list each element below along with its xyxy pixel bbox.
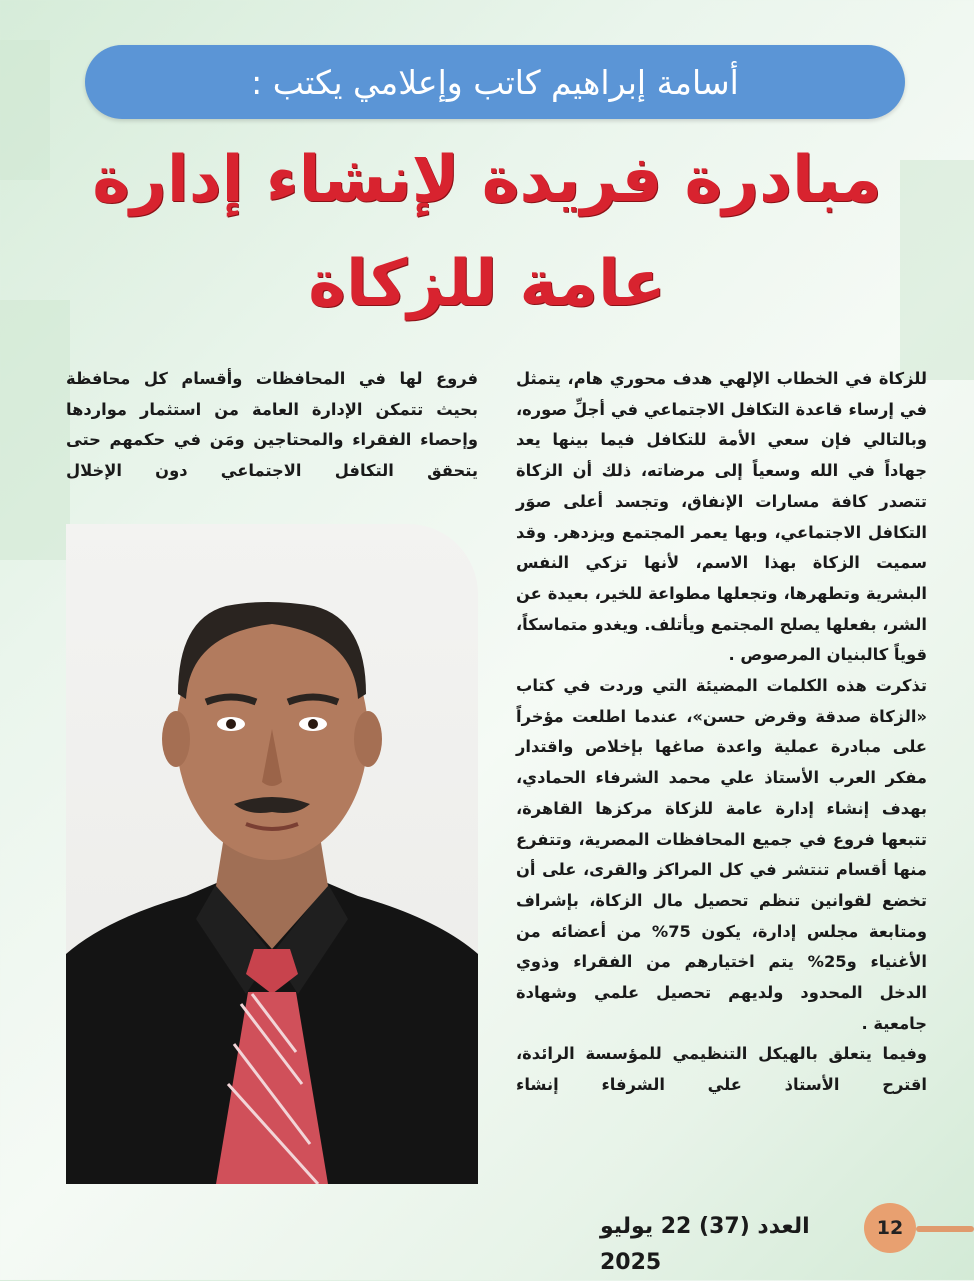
article-column-right (516, 364, 927, 1101)
footer-accent-line (916, 1226, 974, 1232)
article-paragraph: تذكرت هذه الكلمات المضيئة التي وردت في كتاب «الزكاة صدقة وقرض حسن»، عندما اطلعت مؤخراً على مبادرة عملية واعدة صاغها بإخلاص واقتدار مفكر العرب الأستاذ علي محمد الشرفاء الحمادي، بهدف إنشاء إدارة عامة للزكاة مركزها القاهرة، تتبعها فروع في جميع المحافظات المصرية، وتتفرع منها أقسام تنتشر في كل المراكز والقرى، على أن تخضع لقوانين تنظم تحصيل مال الزكاة، بإشراف ومتابعة مجلس إدارة، يكون 75% من أعضائه من الأغنياء و25% يتم اختيارهم من الفقراء وذوي الدخل المحدود ولديهم تحصيل علمي وشهادة جامعية . (516, 676, 928, 1033)
page-number-badge (864, 1203, 916, 1253)
issue-label: العدد (37) 22 يوليو 2025 (600, 1214, 810, 1275)
article-column-left (66, 364, 478, 487)
headline (40, 128, 934, 336)
headline-line-1: مبادرة فريدة لإنشاء إدارة (92, 143, 882, 217)
author-photo (66, 524, 478, 1184)
article-paragraph: وفيما يتعلق بالهيكل التنظيمي للمؤسسة الرائدة، اقترح الأستاذ علي الشرفاء إنشاء (516, 1044, 927, 1095)
page-number: 12 (876, 1217, 904, 1239)
article-paragraph: فروع لها في المحافظات وأقسام كل محافظة بحيث تتمكن الإدارة العامة من استثمار مواردها وإحصاء الفقراء والمحتاجين ومَن في حكمهم حتى يتحقق التكافل الاجتماعي دون الإخلال (66, 369, 478, 481)
article-paragraph: للزكاة في الخطاب الإلهي هدف محوري هام، يتمثل في إرساء قاعدة التكافل الاجتماعي في أجلِّ صوره، وبالتالي فإن سعي الأمة للتكافل فيما بينها يعد جهاداً في الله وسعياً إلى مرضاته، ذلك أن الزكاة تتصدر كافة مسارات الإنفاق، وتجسد أعلى صوَر التكافل الاجتماعي، وبها يعمر المجتمع ويزدهر. وقد سميت الزكاة بهذا الاسم، لأنها تزكي النفس البشرية وتطهرها، وتجعلها مطواعة للخير، بعيدة عن الشر، بفعلها يصلح المجتمع ويأتلف. ويغدو متماسكاً، قوياً كالبنيان المرصوص . (516, 369, 927, 665)
author-banner (85, 45, 905, 119)
author-portrait-illustration (66, 524, 478, 1184)
author-banner-text: أسامة إبراهيم كاتب وإعلامي يكتب : (251, 62, 739, 102)
headline-line-2: عامة للزكاة (308, 247, 666, 321)
